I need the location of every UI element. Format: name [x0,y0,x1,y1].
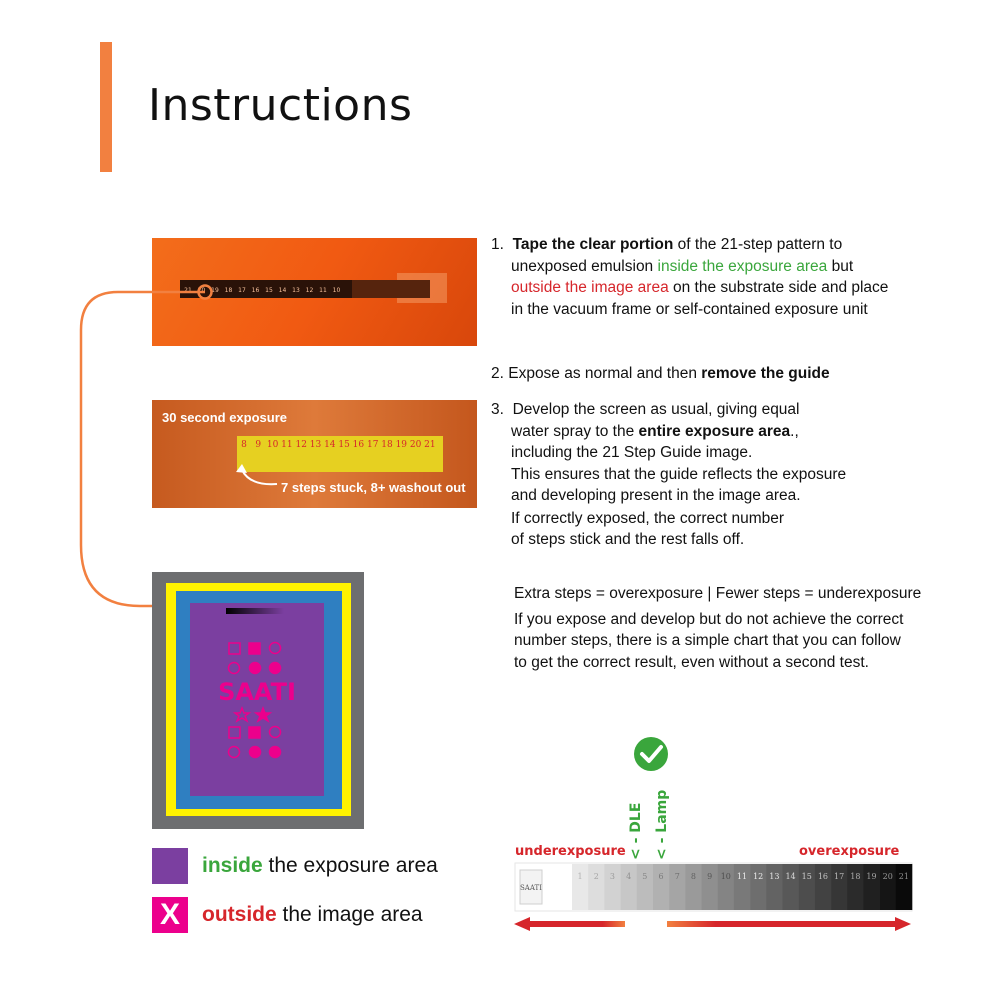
photo-step-number: 17 [366,440,379,450]
step-cell [621,864,637,910]
diagram-square-filled [249,643,260,654]
step-cell [702,864,718,910]
step-1-text: unexposed emulsion [511,257,658,275]
legend-inside [202,854,438,878]
step-3-line [491,421,931,443]
step-1-inside-text: inside the exposure area [657,257,828,275]
photo-step-number: 16 [352,440,365,450]
step-cell-number: 9 [707,872,713,881]
step-cell-number: 6 [658,872,664,881]
diagram-step-strip [226,608,284,614]
step-3-line: including the 21 Step Guide image. [511,444,753,461]
diagram-circle-filled [270,663,281,674]
strip-step-number: 20 [197,287,206,294]
photo-taped-guide-drawing [152,238,477,346]
diagram-circle-filled [250,663,261,674]
step-1-text: but [827,257,854,275]
step-1-number: 1. [491,236,504,253]
step-1-bold: Tape the clear portion [512,236,674,253]
photo-step-number: 19 [395,440,408,450]
photo-step-number: 20 [409,440,422,450]
legend-inside-text: the exposure area [262,854,438,877]
step-cell-number: 15 [801,872,812,881]
step-cell-number: 19 [866,872,877,881]
step-3-line: This ensures that the guide reflects the exposure [511,465,847,483]
lamp-label: < - Lamp [654,789,670,860]
legend-inside-word: inside [202,854,263,877]
step-3-bold: entire exposure area [638,422,791,440]
step-1-outside-text: outside the image area [511,279,669,296]
step-cell [734,864,750,910]
legend-inside-swatch [152,848,188,884]
notes-paragraph-line: If you expose and develop but do not achieve the correct [514,610,904,628]
step-strip-light-end [352,280,430,298]
step-cell-number: 13 [769,872,780,881]
step-3-line: If correctly exposed, the correct number [511,509,785,527]
strip-step-number: 15 [265,287,273,294]
legend-outside-text: the image area [276,903,423,926]
photo-label: 30 second exposure [162,410,287,425]
photo-step-number: 10 [266,440,279,450]
step-cell-number: 21 [898,872,909,881]
photo-callout: 7 steps stuck, 8+ washout out [281,480,466,495]
diagram-circle-filled [250,747,261,758]
step-cell [685,864,701,910]
exposure-notes [514,583,974,673]
legend-outside [202,903,423,927]
photo-taped-guide [152,238,477,346]
diagram-circle-filled [270,747,281,758]
step-cell [880,864,896,910]
step-cell [831,864,847,910]
step-3-line: and developing present in the image area. [511,487,801,504]
step-scale-logo-text: SAATI [520,884,542,892]
step-cell-number: 10 [720,872,731,881]
photo-step-number: 15 [338,440,350,450]
step-cell-number: 18 [850,872,861,881]
step-cell-number: 1 [577,872,583,881]
photo-step-number: 11 [281,440,293,450]
strip-step-number: 19 [211,287,219,294]
step-cell [847,864,863,910]
step-3-text: ., [790,422,799,440]
step-cell [669,864,685,910]
step-1-line [491,256,931,278]
step-scale-figure [500,730,920,940]
exposure-diagram [152,572,364,829]
correct-check-icon [634,737,668,771]
strip-step-number: 13 [292,287,300,294]
step-cell-number: 7 [674,872,680,881]
page-title: Instructions [148,80,413,131]
step-1-text: on the substrate side and place [668,279,889,296]
step-cell [782,864,798,910]
step-3-text: water spray to the [511,422,639,440]
strip-step-number: 16 [251,287,260,294]
step-cell [815,864,831,910]
step-cell [588,864,604,910]
underexposure-arrow [514,917,625,931]
photo-step-number: 14 [324,440,336,450]
step-cell [637,864,653,910]
step-2-bold: remove the guide [701,365,830,382]
strip-step-number: 10 [332,287,341,294]
step-1-text: of the 21-step pattern to [673,236,843,253]
underexposure-label: underexposure [515,844,626,859]
step-cell-number: 14 [785,872,796,881]
step-3-number: 3. [491,401,504,418]
step-1-line [491,277,931,299]
step-3-line [491,399,931,421]
notes-paragraph-line: number steps, there is a simple chart that you can follow [514,632,901,649]
strip-step-number: 18 [224,287,233,294]
step-cell-number: 12 [753,872,764,881]
photo-step-number: 9 [255,440,262,450]
strip-step-number: 12 [305,287,314,294]
step-3-line: of steps stick and the rest falls off. [511,531,745,548]
step-cell [572,864,588,910]
step-3-text: Develop the screen as usual, giving equal [512,401,800,418]
notes-summary: Extra steps = overexposure | Fewer steps = underexposure [514,585,922,602]
photo-step-number: 13 [309,440,322,450]
title-accent-bar [100,42,112,172]
overexposure-arrow [667,917,911,931]
strip-step-number: 21 [184,287,192,294]
step-cell [896,864,912,910]
step-cell [604,864,620,910]
strip-step-number: 17 [238,287,246,294]
step-cell-number: 2 [593,872,599,881]
overexposure-label: overexposure [799,844,900,859]
step-1-line: in the vacuum frame or self-contained exposure unit [511,300,868,318]
callout-arrow-line [242,470,277,484]
step-cell [766,864,782,910]
step-2 [491,363,931,385]
diagram-square-filled [249,727,260,738]
photo-step-number: 12 [295,440,307,450]
strip-step-number: 14 [278,287,287,294]
step-cell-number: 5 [642,872,648,881]
step-1 [491,234,931,320]
step-cell [750,864,766,910]
step-1-line [491,234,931,256]
photo-step-number: 18 [381,440,393,450]
step-cell [799,864,815,910]
step-cell [718,864,734,910]
step-cell-number: 17 [834,872,845,881]
step-cell-number: 4 [626,872,632,881]
step-cell [653,864,669,910]
step-cell-number: 20 [882,872,893,881]
step-cell-number: 8 [690,872,696,881]
dle-label: < - DLE [628,802,644,860]
photo-step-number: 8 [241,440,247,450]
strip-step-number: 11 [319,287,327,294]
legend-outside-x-icon: X [152,897,188,933]
notes-paragraph-line: to get the correct result, even without a second test. [514,653,869,671]
step-cell [863,864,879,910]
step-3 [491,399,931,551]
step-cell-number: 11 [736,872,748,881]
photo-30-second-exposure [152,400,477,508]
step-2-text: 2. Expose as normal and then [491,365,702,382]
diagram-brand-text: SAATI [218,678,296,706]
legend-outside-word: outside [202,903,277,926]
photo-step-number: 21 [424,440,436,450]
step-cell-number: 3 [609,872,616,881]
step-cell-number: 16 [817,872,829,881]
